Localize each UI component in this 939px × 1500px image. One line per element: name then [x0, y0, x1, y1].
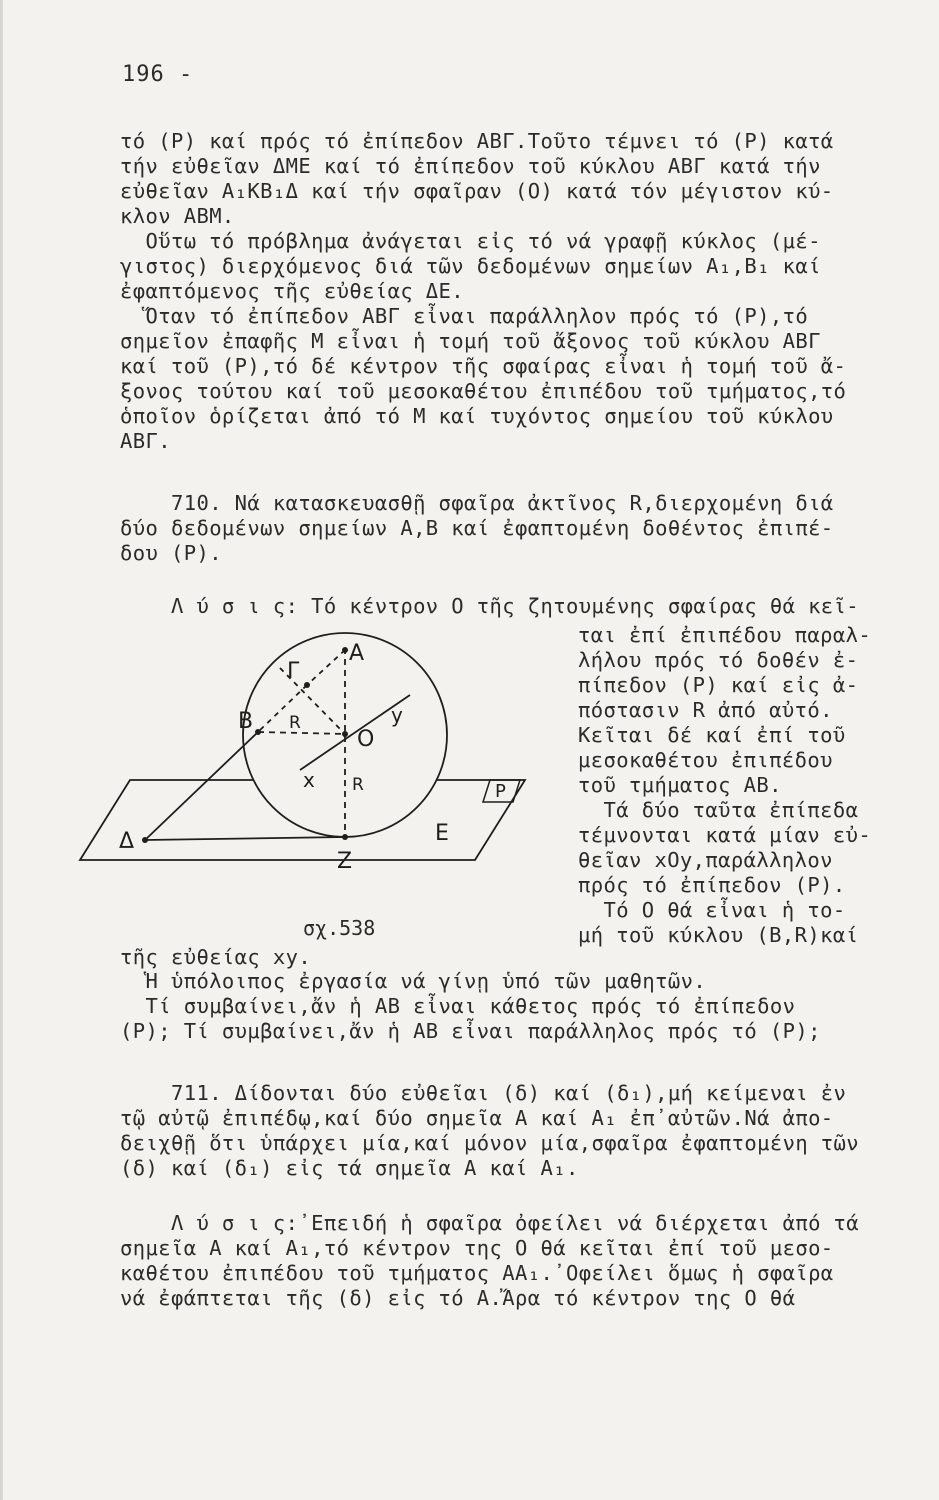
- label-g: Γ: [287, 659, 300, 684]
- text-line: τοῦ τμήματος ΑΒ.: [578, 773, 782, 797]
- label-e: E: [435, 821, 449, 846]
- text-line: καί τοῦ (Ρ),τό δέ κέντρον τῆς σφαίρας εἶναι ἡ τομή τοῦ ἄ-: [120, 354, 847, 378]
- problem-heading: 710. Νά κατασκευασθῇ σφαῖρα ἀκτῖνος R,διερχομένη διά: [120, 491, 834, 515]
- text-line: Τά δύο ταῦτα ἐπίπεδα: [578, 798, 859, 822]
- text-line: εὐθεῖαν Α₁ΚΒ₁Δ καί τήν σφαῖραν (Ο) κατά τόν μέγιστον κύ-: [120, 179, 834, 203]
- text-line: γιστος) διερχόμενος διά τῶν δεδομένων σημείων Α₁,Β₁ καί: [120, 254, 821, 278]
- text-line: πόστασιν R ἀπό αὐτό.: [578, 698, 833, 722]
- geometry-figure: [75, 630, 535, 885]
- label-o: O: [357, 727, 375, 752]
- text-line: ΑΒΓ.: [120, 429, 171, 453]
- text-line: Ὅταν τό ἐπίπεδον ΑΒΓ εἶναι παράλληλον πρός τό (Ρ),τό: [120, 304, 809, 328]
- text-line: (Ρ); Τί συμβαίνει,ἄν ἡ ΑΒ εἶναι παράλληλος πρός τό (Ρ);: [120, 1019, 821, 1043]
- text-line: κλον ΑΒΜ.: [120, 204, 235, 228]
- text-line: νά ἐφάπτεται τῆς (δ) εἰς τό Α.Ἄρα τό κέντρον της Ο θά: [120, 1286, 796, 1310]
- text-line: ὁποῖον ὁρίζεται ἀπό τό Μ καί τυχόντος σημείου τοῦ κύκλου: [120, 404, 834, 428]
- text-line: σημεῖον ἐπαφῆς Μ εἶναι ἡ τομή τοῦ ἄξονος τοῦ κύκλου ΑΒΓ: [120, 329, 821, 353]
- label-a: A: [349, 641, 365, 666]
- text-line: ται ἐπί ἐπιπέδου παραλ-: [578, 623, 872, 647]
- text-line: ἐφαπτόμενος τῆς εὐθείας ΔΕ.: [120, 279, 465, 303]
- label-b: B: [238, 709, 254, 734]
- text-line: ξονος τούτου καί τοῦ μεσοκαθέτου ἐπιπέδου τοῦ τμήματος,τό: [120, 379, 847, 403]
- text-line: τῷ αὐτῷ ἐπιπέδῳ,καί δύο σημεῖα Α καί Α₁ ἐπ᾽αὐτῶν.Νά ἀπο-: [120, 1106, 834, 1130]
- text-line: τήν εὐθεῖαν ΔΜΕ καί τό ἐπίπεδον τοῦ κύκλου ΑΒΓ κατά τήν: [120, 154, 821, 178]
- text-line: δειχθῇ ὅτι ὑπάρχει μία,καί μόνον μία,σφαῖρα ἐφαπτομένη τῶν: [120, 1131, 860, 1155]
- label-d: Δ: [119, 829, 135, 854]
- text-line: Τί συμβαίνει,ἄν ἡ ΑΒ εἶναι κάθετος πρός τό ἐπίπεδον: [120, 994, 796, 1018]
- figure-caption: σχ.538: [303, 916, 376, 940]
- text-line: δου (Ρ).: [120, 541, 222, 565]
- text-line: Ἡ ὑπόλοιπος ἐργασία νά γίνῃ ὑπό τῶν μαθητῶν.: [120, 969, 707, 993]
- text-line: μεσοκαθέτου ἐπιπέδου: [578, 748, 833, 772]
- line-bd: [145, 732, 258, 840]
- text-line: μή τοῦ κύκλου (Β,R)καί: [578, 923, 859, 947]
- label-p: P: [495, 781, 506, 802]
- text-line: τέμνονται κατά μίαν εὐ-: [578, 823, 872, 847]
- label-r2: R: [352, 775, 364, 795]
- text-line: λήλου πρός τό δοθέν ἐ-: [578, 648, 859, 672]
- text-line: θεῖαν xOy,παράλληλον: [578, 848, 833, 872]
- label-y: y: [391, 703, 403, 727]
- label-x: x: [303, 768, 315, 792]
- page-number: 196 -: [122, 62, 194, 87]
- solution-heading: Λ ύ σ ι ς: Τό κέντρον Ο τῆς ζητουμένης σφαίρας θά κεῖ-: [120, 594, 860, 618]
- text-line: καθέτου ἐπιπέδου τοῦ τμήματος ΑΑ₁.᾽Οφείλει ὅμως ἡ σφαῖρα: [120, 1261, 834, 1285]
- text-line: πρός τό ἐπίπεδον (Ρ).: [578, 873, 846, 897]
- label-z: Z: [337, 849, 353, 874]
- label-r1: R: [289, 713, 301, 733]
- text-line: τῆς εὐθείας xy.: [120, 945, 312, 969]
- text-line: Οὕτω τό πρόβλημα ἀνάγεται εἰς τό νά γραφῇ κύκλος (μέ-: [120, 229, 821, 253]
- text-line: πίπεδον (Ρ) καί εἰς ἀ-: [578, 673, 859, 697]
- text-line: δύο δεδομένων σημείων Α,Β καί ἐφαπτομένη δοθέντος ἐπιπέ-: [120, 516, 834, 540]
- problem-heading: 711. Δίδονται δύο εὐθεῖαι (δ) καί (δ₁),μή κείμεναι ἐν: [120, 1081, 847, 1105]
- solution-heading: Λ ύ σ ι ς:᾽Επειδή ἡ σφαῖρα ὀφείλει νά διέρχεται ἀπό τά: [120, 1211, 860, 1235]
- line-dz: [145, 837, 345, 840]
- text-line: (δ) καί (δ₁) εἰς τά σημεῖα Α καί Α₁.: [120, 1156, 579, 1180]
- page-edge: [0, 0, 3, 1500]
- text-line: Τό Ο θά εἶναι ἡ το-: [578, 898, 846, 922]
- text-line: Κεῖται δέ καί ἐπί τοῦ: [578, 723, 846, 747]
- text-line: τό (Ρ) καί πρός τό ἐπίπεδον ΑΒΓ.Τοῦτο τέμνει τό (Ρ) κατά: [120, 129, 834, 153]
- text-line: σημεῖα Α καί Α₁,τό κέντρον της Ο θά κεῖται ἐπί τοῦ μεσο-: [120, 1236, 834, 1260]
